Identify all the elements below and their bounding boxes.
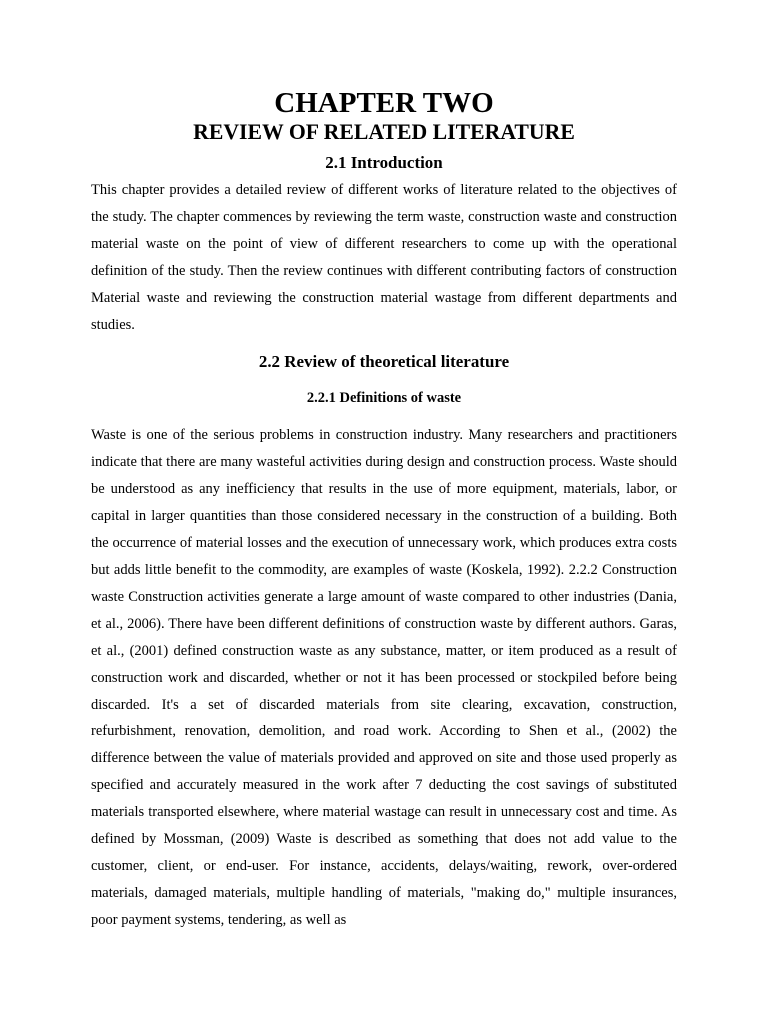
definitions-of-waste-paragraph: Waste is one of the serious problems in construction industry. Many researchers and practitioners indicate that there are many wasteful activities during design and construction process. Waste should be understood as any inefficiency that results in the use of more equipment, materials, labor, or capital in larger quantities than those considered necessary in the construction of a building. Both the occurrence of material losses and the execution of unnecessary work, which produces extra costs but adds little benefit to the commodity, are examples of waste (Koskela, 1992). 2.2.2 Construction waste Construction activities generate a large amount of waste compared to other industries (Dania, et al., 2006). There have been different definitions of construction waste by different authors. Garas, et al., (2001) defined construction waste as any substance, matter, or item produced as a result of construction work and discarded, whether or not it has been processed or stockpiled before being discarded. It's a set of discarded materials from site clearing, excavation, construction, refurbishment, renovation, demolition, and road work. According to Shen et al., (2002) the difference between the value of materials provided and approved on site and those used properly as specified and accurately measured in the work after 7 deducting the cost savings of substituted materials transported elsewhere, where material wastage can result in unnecessary cost and time. As defined by Mossman, (2009) Waste is described as something that does not add value to the customer, client, or end-user. For instance, accidents, delays/waiting, rework, over-ordered materials, damaged materials, multiple handling of materials, "making do," multiple insurances, poor payment systems, tendering, as well as	[91, 427, 677, 928]
introduction-heading: 2.1 Introduction	[325, 153, 443, 172]
section-title: REVIEW OF RELATED LITERATURE	[193, 120, 575, 144]
chapter-title: CHAPTER TWO	[274, 87, 494, 119]
theoretical-literature-heading: 2.2 Review of theoretical literature	[258, 352, 510, 372]
definitions-of-waste-heading: 2.2.1 Definitions of waste	[306, 390, 462, 407]
page-content	[91, 87, 677, 934]
introduction-paragraph: This chapter provides a detailed review of different works of literature related to the objectives of the study. The chapter commences by reviewing the term waste, construction waste and construction material waste on the point of view of different researchers to come up with the operational definition of the study. Then the review continues with different contributing factors of construction Material waste and reviewing the construction material wastage from different departments and studies.	[91, 182, 677, 333]
